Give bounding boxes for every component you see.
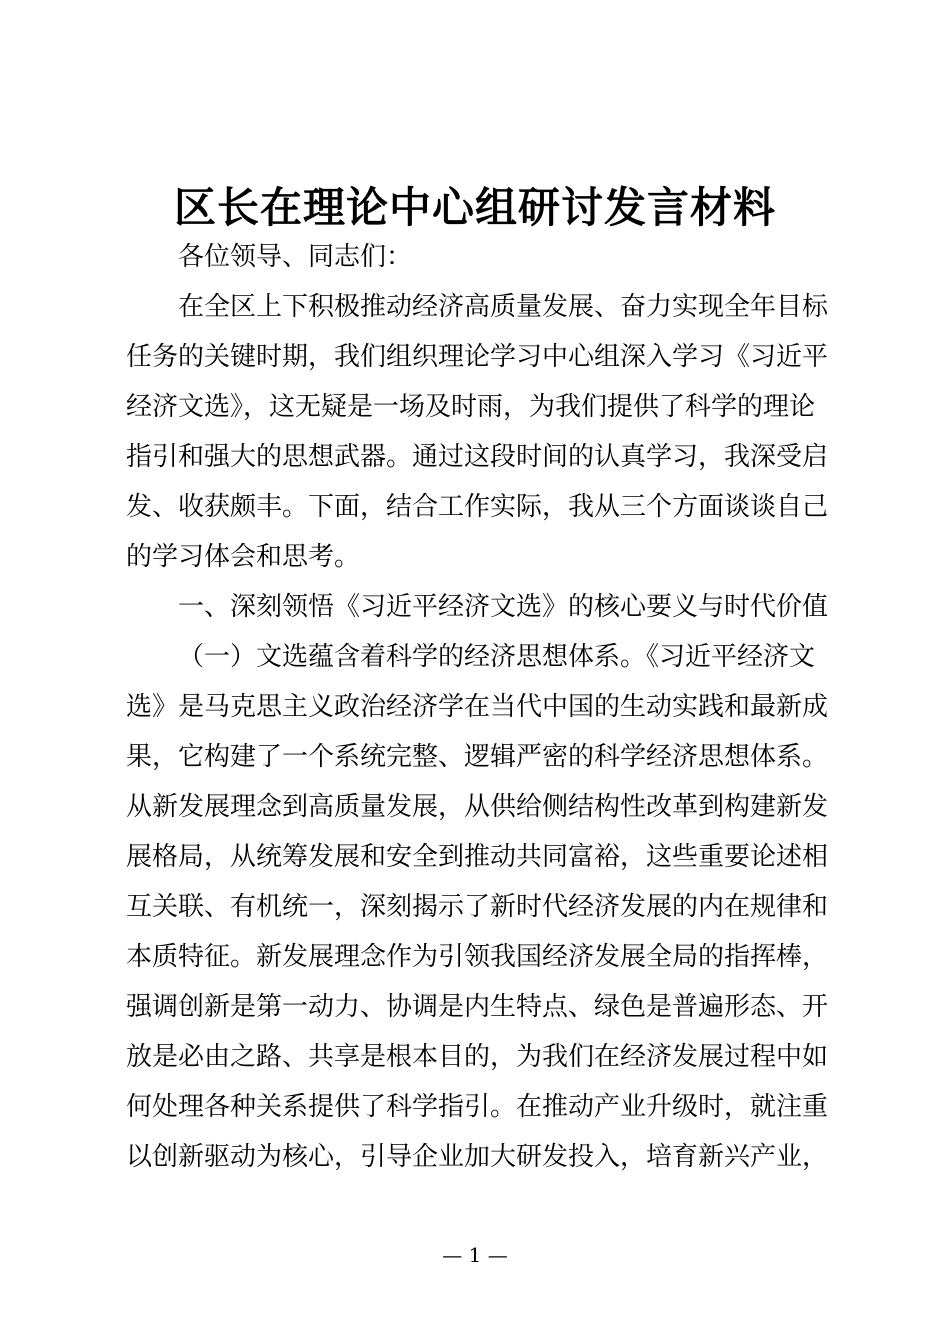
text-line: 何处理各种关系提供了科学指引。在推动产业升级时，就注重 — [126, 1092, 829, 1122]
text-line: 选》是马克思主义政治经济学在当代中国的生动实践和最新成 — [126, 692, 829, 722]
text-line: 展格局，从统筹发展和安全到推动共同富裕，这些重要论述相 — [126, 842, 829, 872]
text-line: 本质特征。新发展理念作为引领我国经济发展全局的指挥棒， — [126, 942, 829, 972]
text-line: 强调创新是第一动力、协调是内生特点、绿色是普遍形态、开 — [126, 992, 829, 1022]
subsection-heading: （一）文选蕴含着科学的经济思想体系。《习近平经济文 — [178, 642, 816, 672]
section-heading: 一、深刻领悟《习近平经济文选》的核心要义与时代价值 — [178, 592, 829, 622]
text-line: 发、收获颇丰。下面，结合工作实际，我从三个方面谈谈自己 — [126, 492, 829, 522]
text-line: 各位领导、同志们： — [178, 242, 413, 272]
text-line: 指引和强大的思想武器。通过这段时间的认真学习，我深受启 — [126, 442, 829, 472]
text-line: 的学习体会和思考。 — [126, 542, 361, 572]
text-line: 果，它构建了一个系统完整、逻辑严密的科学经济思想体系。 — [126, 742, 829, 772]
page-number: — 1 — — [442, 1243, 508, 1267]
text-line: 放是必由之路、共享是根本目的，为我们在经济发展过程中如 — [126, 1042, 829, 1072]
document-body — [126, 232, 832, 1182]
text-line: 经济文选》，这无疑是一场及时雨，为我们提供了科学的理论 — [126, 392, 816, 422]
document-title: 区长在理论中心组研讨发言材料 — [173, 183, 776, 232]
text-line: 从新发展理念到高质量发展，从供给侧结构性改革到构建新发 — [126, 792, 829, 822]
text-line: 在全区上下积极推动经济高质量发展、奋力实现全年目标 — [178, 292, 829, 322]
text-line: 任务的关键时期，我们组织理论学习中心组深入学习《习近平 — [126, 342, 829, 372]
text-line: 互关联、有机统一，深刻揭示了新时代经济发展的内在规律和 — [126, 892, 829, 922]
text-line: 以创新驱动为核心，引导企业加大研发投入，培育新兴产业， — [126, 1142, 829, 1172]
